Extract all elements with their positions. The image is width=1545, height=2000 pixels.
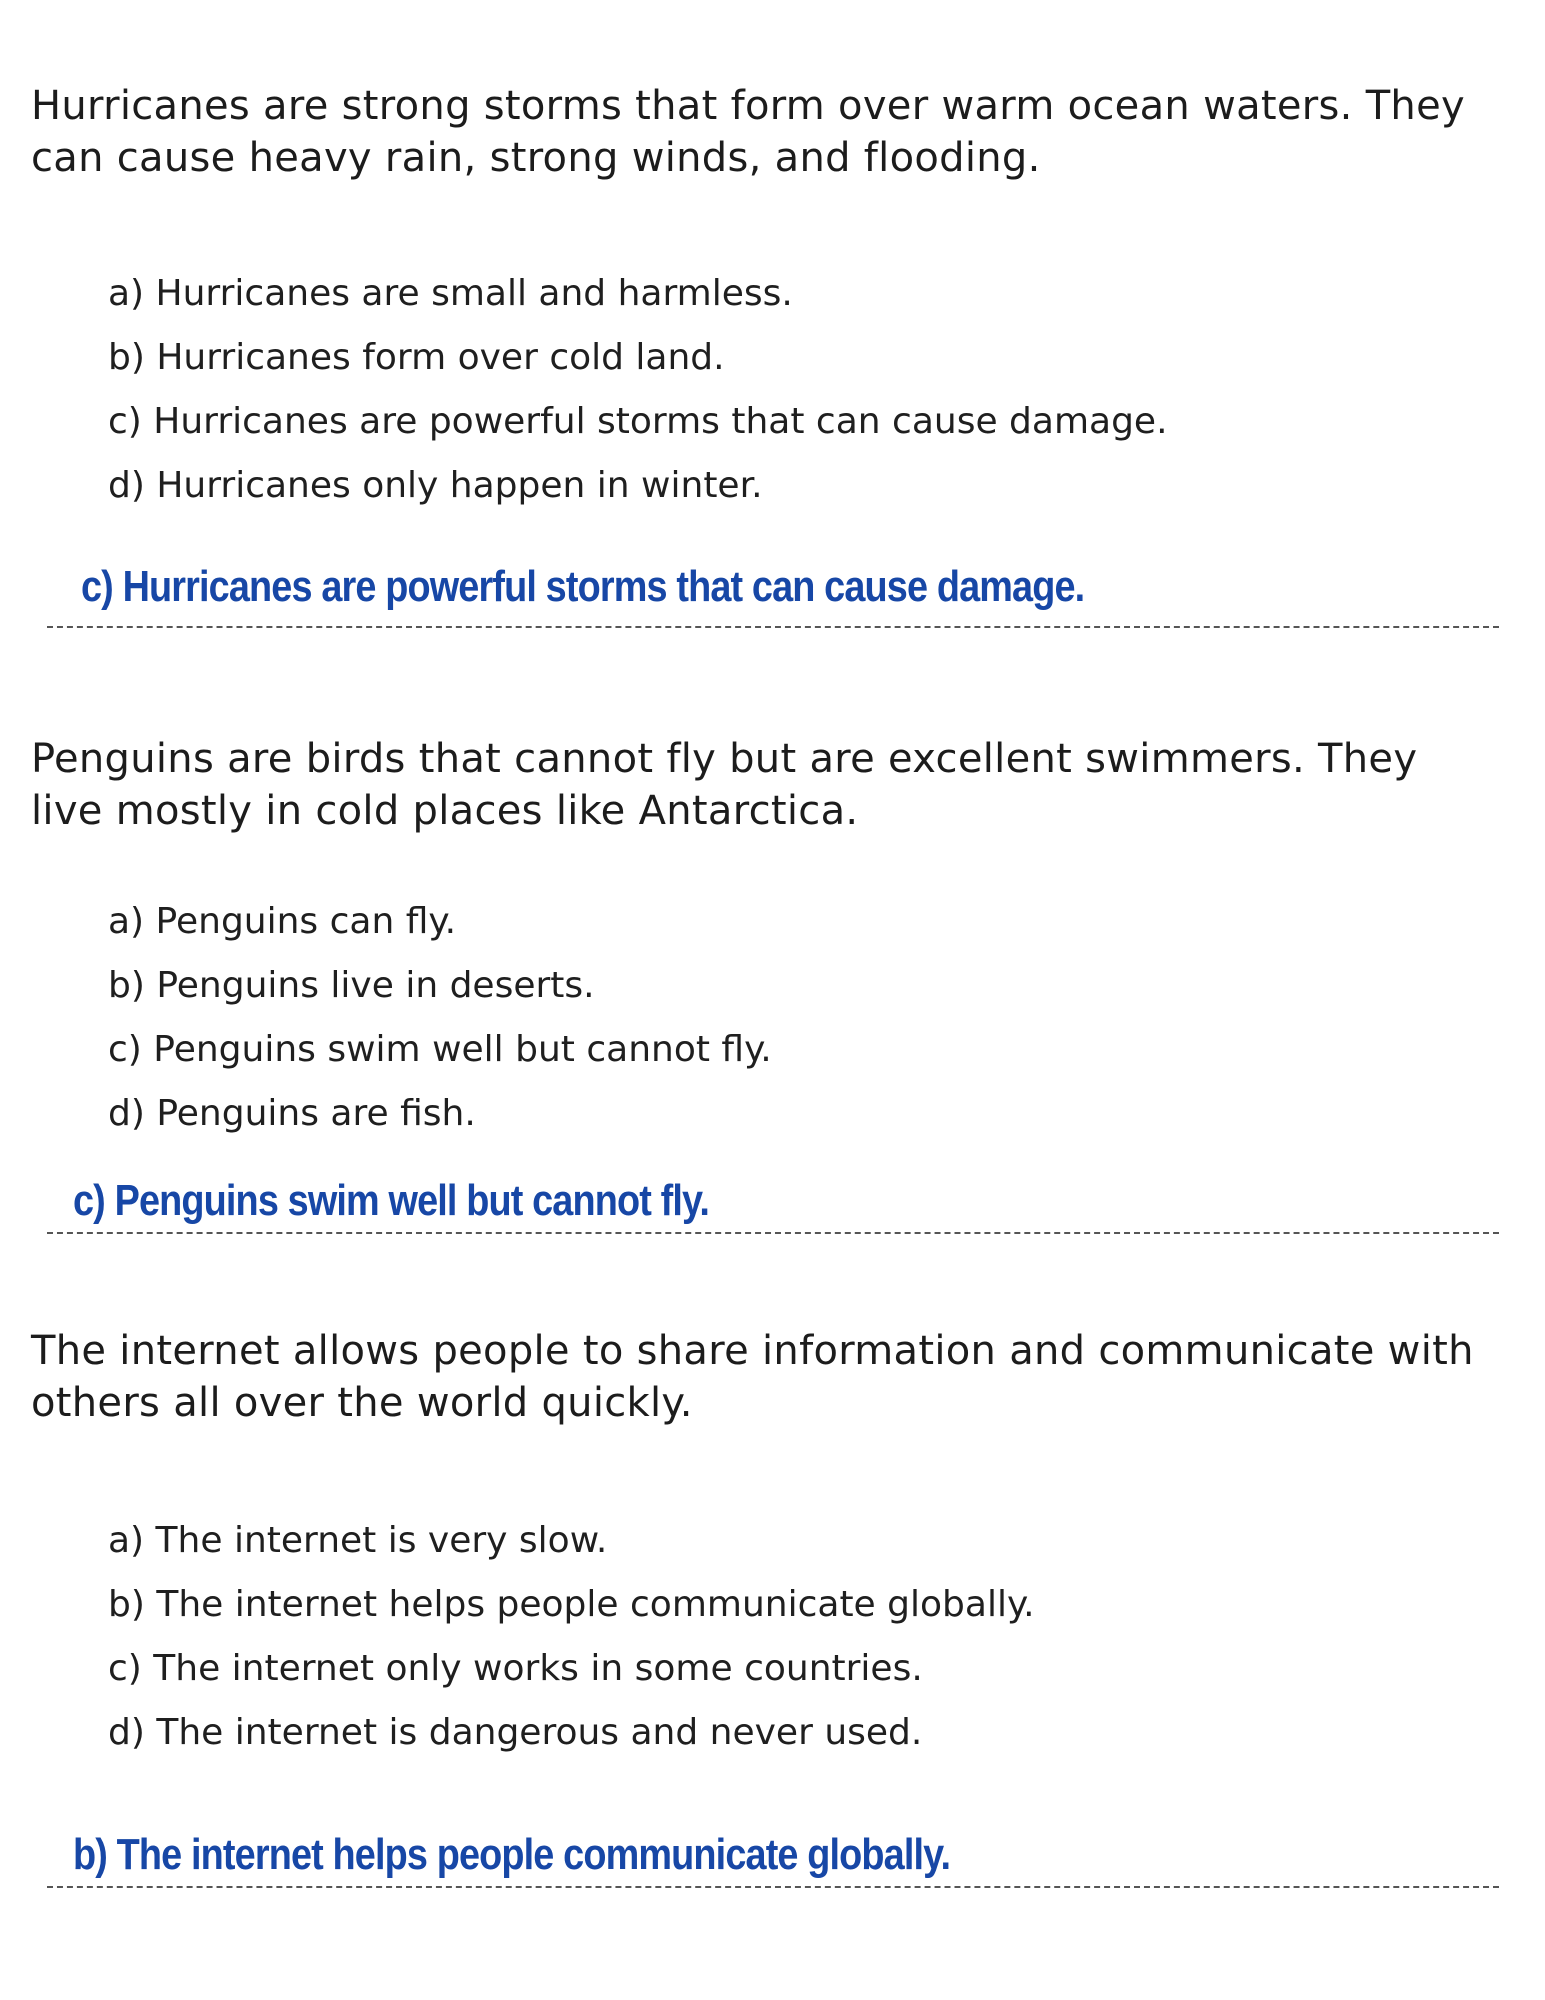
option-a: a) Hurricanes are small and harmless. bbox=[108, 273, 793, 314]
option-a: a) Penguins can fly. bbox=[108, 901, 457, 942]
options-list bbox=[108, 262, 1168, 518]
answer-line bbox=[47, 626, 1499, 628]
answer-line bbox=[47, 1886, 1499, 1888]
option-d: d) Hurricanes only happen in winter. bbox=[108, 465, 763, 506]
options-list bbox=[108, 890, 772, 1146]
option-a: a) The internet is very slow. bbox=[108, 1520, 608, 1561]
answer-line bbox=[47, 1232, 1499, 1234]
options-list bbox=[108, 1509, 1035, 1765]
option-c: c) Penguins swim well but cannot fly. bbox=[108, 1029, 772, 1070]
option-c: c) The internet only works in some countries. bbox=[108, 1648, 923, 1689]
option-b: b) The internet helps people communicate globally. bbox=[108, 1584, 1035, 1625]
passage-text: Hurricanes are strong storms that form over warm ocean waters. They can cause heavy rain, strong winds, and flooding. bbox=[31, 83, 1465, 181]
passage-text: The internet allows people to share information and communicate with others all over the world quickly. bbox=[31, 1328, 1474, 1426]
option-d: d) Penguins are fish. bbox=[108, 1093, 476, 1134]
option-d: d) The internet is dangerous and never used. bbox=[108, 1712, 923, 1753]
handwritten-answer: c) Penguins swim well but cannot fly. bbox=[73, 1176, 710, 1225]
option-c: c) Hurricanes are powerful storms that can cause damage. bbox=[108, 401, 1168, 442]
option-b: b) Hurricanes form over cold land. bbox=[108, 337, 725, 378]
passage-text: Penguins are birds that cannot fly but are excellent swimmers. They live mostly in cold places like Antarctica. bbox=[31, 736, 1418, 834]
handwritten-answer: c) Hurricanes are powerful storms that can cause damage. bbox=[81, 562, 1085, 611]
option-b: b) Penguins live in deserts. bbox=[108, 965, 595, 1006]
handwritten-answer: b) The internet helps people communicate globally. bbox=[73, 1830, 951, 1879]
